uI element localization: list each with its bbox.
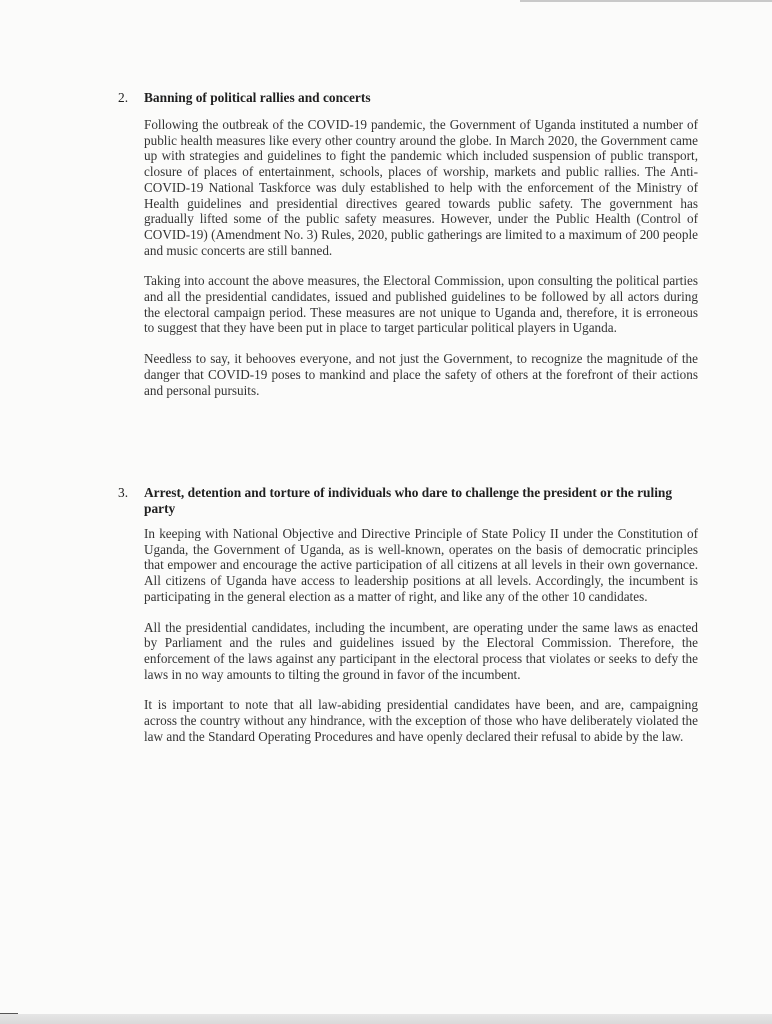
section-3-paragraph-3: It is important to note that all law-abiding presidential candidates have been, and are, campaigning across the country without any hindrance, with the exception of those who have deliberately violated the law and the Standard Operating Procedures and have openly declared their refusal to abide by the law.: [144, 697, 698, 744]
scan-edge-top: [520, 0, 772, 2]
section-3-number: 3.: [118, 485, 129, 500]
section-3-title: Arrest, detention and torture of individuals who dare to challenge the president or the ruling party: [144, 485, 673, 516]
section-2: [118, 90, 698, 398]
section-2-paragraph-1: Following the outbreak of the COVID-19 pandemic, the Government of Uganda instituted a number of public health measures like every other country around the globe. In March 2020, the Government came up with strategies and guidelines to fight the pandemic which included suspension of public transport, closure of places of entertainment, schools, places of worship, markets and public rallies. The Anti-COVID-19 National Taskforce was duly established to help with the enforcement of the Ministry of Health guidelines and presidential directives geared towards public safety. The government has gradually lifted some of the public safety measures. However, under the Public Health (Control of COVID-19) (Amendment No. 3) Rules, 2020, public gatherings are limited to a maximum of 200 people and music concerts are still banned.: [144, 117, 698, 258]
section-2-number: 2.: [118, 90, 129, 105]
section-3-paragraph-2: All the presidential candidates, including the incumbent, are operating under the same laws as enacted by Parliament and the rules and guidelines issued by the Electoral Commission. Therefore, the enforcement of the laws against any participant in the electoral process that violates or seeks to defy the laws in no way amounts to tilting the ground in favor of the incumbent.: [144, 619, 698, 682]
section-3-heading: [118, 485, 698, 517]
section-2-paragraph-3: Needless to say, it behooves everyone, and not just the Government, to recognize the magnitude of the danger that COVID-19 poses to mankind and place the safety of others at the forefront of their actions and personal pursuits.: [144, 351, 698, 398]
section-2-paragraph-2: Taking into account the above measures, the Electoral Commission, upon consulting the political parties and all the presidential candidates, issued and published guidelines to be followed by all actors during the electoral campaign period. These measures are not unique to Uganda and, therefore, it is erroneous to suggest that they have been put in place to target particular political players in Uganda.: [144, 273, 698, 336]
scan-edge-bottom: [0, 1014, 772, 1024]
section-3: [118, 485, 698, 744]
section-2-heading: [118, 90, 698, 106]
section-3-paragraph-1: In keeping with National Objective and Directive Principle of State Policy II under the Constitution of Uganda, the Government of Uganda, as is well-known, operates on the basis of democratic principles that empower and encourage the active participation of all citizens at all levels in their own governance. All citizens of Uganda have access to leadership positions at all levels. Accordingly, the incumbent is participating in the general election as a matter of right, and like any of the other 10 candidates.: [144, 526, 698, 604]
section-2-title: Banning of political rallies and concerts: [144, 90, 371, 105]
